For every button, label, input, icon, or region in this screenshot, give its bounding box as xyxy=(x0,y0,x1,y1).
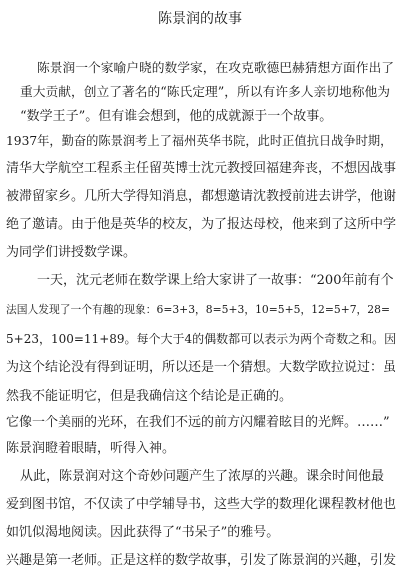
paragraph-line: 重大贡献，创立了著名的“陈氏定理”，所以有许多人亲切地称他为 xyxy=(20,85,391,100)
paragraph-line: 1937年，勤奋的陈景润考上了福州英华书院，此时正值抗日战争时期， xyxy=(6,134,393,148)
paragraph-line: 从此，陈景润对这个奇妙问题产生了浓厚的兴趣。课余时间他最 xyxy=(20,469,385,484)
paragraph-line: 陈景润一个家喻户晓的数学家，在攻克歌德巴赫猜想方面作出了 xyxy=(37,61,394,76)
paragraph-line: 陈景润瞪着眼睛，听得入神。 xyxy=(6,441,176,456)
paragraph-line: 5+23，100=11+89。每个大于4的偶数都可以表示为两个奇数之和。因 xyxy=(6,332,397,346)
paragraph-line: 为同学们讲授数学课。 xyxy=(6,245,137,260)
paragraph-line: 为这个结论没有得到证明，所以还是一个猜想。大数学欧拉说过：虽 xyxy=(6,360,397,375)
paragraph-line: 兴趣是第一老师。正是这样的数学故事，引发了陈景润的兴趣，引发 xyxy=(6,553,397,568)
paragraph-line: 法国人发现了一个有趣的现象：6=3+3，8=5+3，10=5+5，12=5+7，28= xyxy=(6,303,390,316)
paragraph-line: 它像一个美丽的光环，在我们不远的前方闪耀着眩目的光辉。……” xyxy=(6,415,390,430)
paragraph-line: 一天，沈元老师在数学课上给大家讲了一故事：“200年前有个 xyxy=(37,273,394,288)
paragraph-line: 然我不能证明它，但是我确信这个结论是正确的。 xyxy=(6,389,293,404)
paragraph-line: 爱到图书馆，不仅读了中学辅导书，这些大学的数理化课程教材他也 xyxy=(6,497,397,512)
document-title: 陈景润的故事 xyxy=(158,11,242,27)
paragraph-line: “数学王子”。但有谁会想到，他的成就源于一个故事。 xyxy=(20,109,333,124)
paragraph-line: 被滞留家乡。几所大学得知消息，都想邀请沈教授前进去讲学，他谢 xyxy=(6,189,397,204)
paragraph-line: 如饥似渴地阅读。因此获得了“书呆子”的雅号。 xyxy=(6,525,280,540)
paragraph-line: 清华大学航空工程系主任留英博士沈元教授回福建奔丧，不想因战事 xyxy=(6,161,397,176)
paragraph-line: 绝了邀请。由于他是英华的校友，为了报达母校，他来到了这所中学 xyxy=(6,217,397,232)
